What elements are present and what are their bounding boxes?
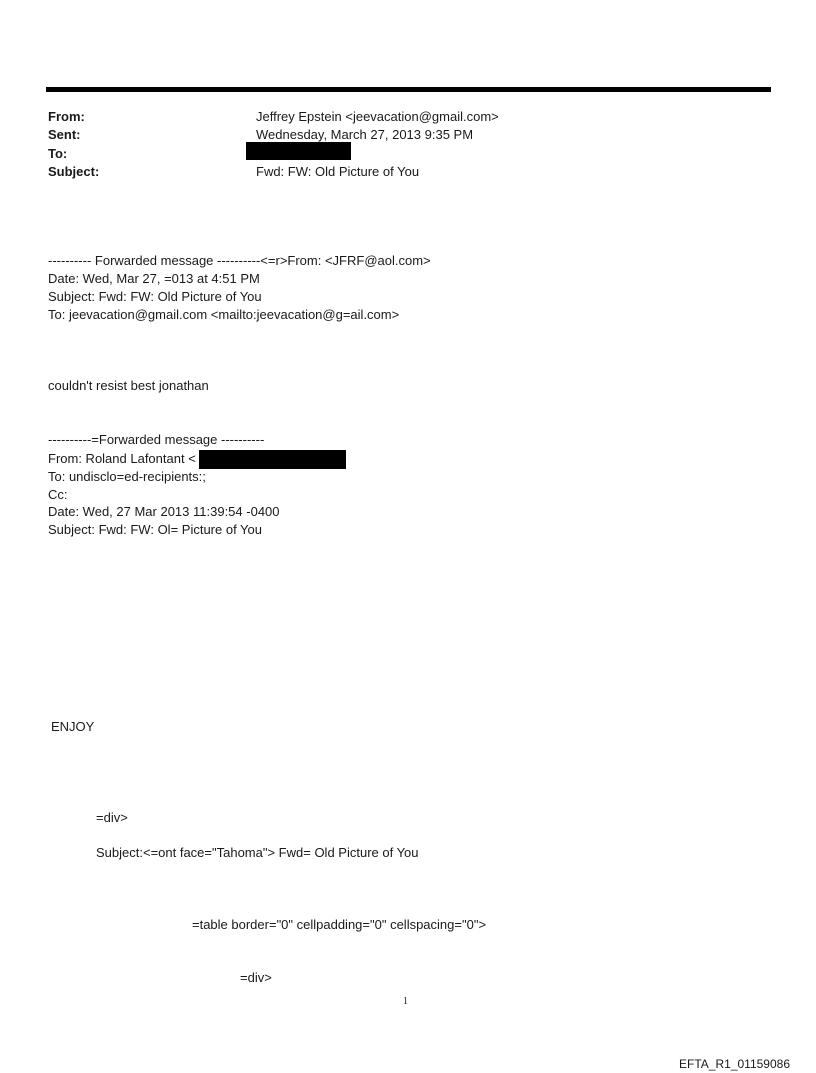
forward1-line2: Date: Wed, Mar 27, =013 at 4:51 PM bbox=[48, 271, 260, 286]
subject-label: Subject: bbox=[48, 164, 100, 179]
from-value: Jeffrey Epstein <jeevacation@gmail.com> bbox=[256, 109, 499, 124]
sent-value: Wednesday, March 27, 2013 9:35 PM bbox=[256, 127, 474, 142]
to-redaction bbox=[246, 142, 351, 160]
forward2-line4: Cc: bbox=[48, 487, 68, 502]
header-rule bbox=[46, 87, 771, 92]
from-label: From: bbox=[48, 109, 85, 124]
document-id: EFTA_R1_01159086 bbox=[679, 1057, 790, 1071]
enjoy-text: ENJOY bbox=[51, 719, 95, 734]
forward1-line4: To: jeevacation@gmail.com <mailto:jeevacation@g=ail.com> bbox=[48, 307, 400, 322]
to-label: To: bbox=[48, 146, 68, 161]
sent-label: Sent: bbox=[48, 127, 81, 142]
forward2-line2: From: Roland Lafontant < bbox=[48, 451, 196, 466]
subject-value: Fwd: FW: Old Picture of You bbox=[256, 164, 420, 179]
page-number: 1 bbox=[403, 996, 408, 1007]
from-redaction bbox=[199, 450, 346, 469]
markup-line1: =div> bbox=[96, 810, 128, 825]
forward2-line3: To: undisclo=ed-recipients:; bbox=[48, 469, 206, 484]
note-text: couldn't resist best jonathan bbox=[48, 378, 209, 393]
forward1-line1: ---------- Forwarded message ----------<=r>From: <JFRF@aol.com> bbox=[48, 253, 431, 268]
markup-line3: =table border="0" cellpadding="0" cellspacing="0"> bbox=[192, 917, 487, 932]
markup-line2: Subject:<=ont face="Tahoma"> Fwd= Old Picture of You bbox=[96, 845, 419, 860]
forward2-line5: Date: Wed, 27 Mar 2013 11:39:54 -0400 bbox=[48, 504, 280, 519]
forward2-line6: Subject: Fwd: FW: Ol= Picture of You bbox=[48, 522, 262, 537]
forward2-line1: ----------=Forwarded message ---------- bbox=[48, 432, 265, 447]
markup-line4: =div> bbox=[240, 970, 272, 985]
forward1-line3: Subject: Fwd: FW: Old Picture of You bbox=[48, 289, 262, 304]
